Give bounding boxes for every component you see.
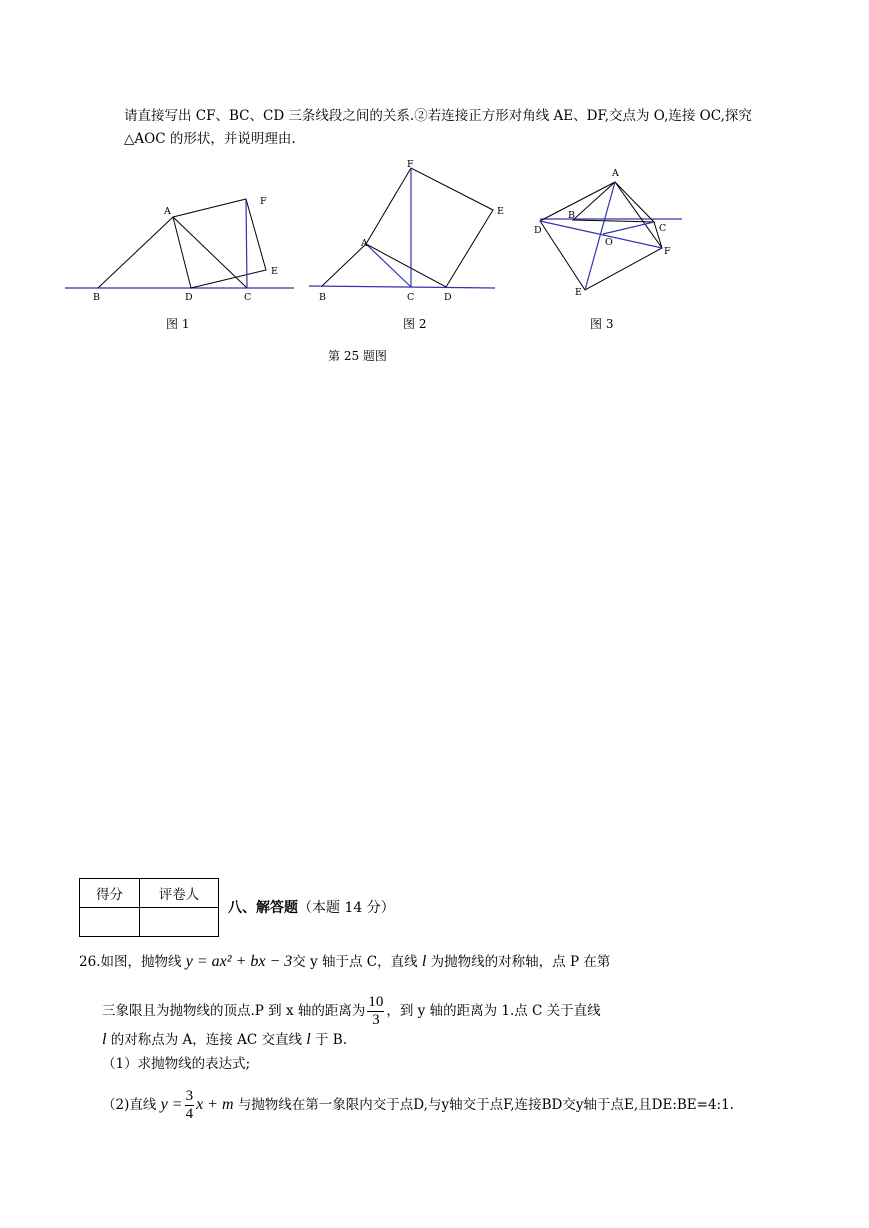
fraction-denominator: 3 [372,1012,380,1028]
fig1-label-d: D [185,292,193,303]
score-cell [80,908,140,937]
section-note: （本题 14 分） [298,900,395,916]
grader-cell [140,908,219,937]
p1-end: 为抛物线的对称轴，点 P 在第 [430,954,611,970]
slope-denominator: 4 [185,1106,194,1122]
q2-before: （2)直线 [102,1097,157,1113]
score-table [79,878,219,937]
fig1-label-e: E [271,266,278,277]
line-l-symbol: l [421,953,427,970]
figure-1-caption: 图 1 [166,317,190,331]
figure-1-diagram [60,190,300,310]
p2-after: ，到 y 轴的距离为 1.点 C 关于直线 [386,1003,601,1019]
grader-label: 评卷人 [140,879,219,908]
fig3-diagonal-df [540,221,662,248]
parabola-equation: y = ax² + bx − 3 [185,953,293,970]
p1-after: 交 y 轴于点 C，直线 [292,954,418,970]
p3-after-l: 的对称点为 A，连接 AC 交直线 [110,1032,302,1048]
q2-after: 与抛物线在第一象限内交于点D,与y轴交于点F,连接BD交y轴于点E,且DE:BE=4:1. [237,1097,734,1113]
figure-3-caption: 图 3 [590,317,614,331]
fig2-baseline [309,286,495,288]
fig1-segment-ac [173,217,247,288]
intro-line-1: 请直接写出 CF、BC、CD 三条线段之间的关系.②若连接正方形对角线 AE、DF,交点为 O,连接 OC,探究 [124,108,752,124]
fig2-label-f: F [407,159,414,170]
problem-26-line-1 [79,952,610,972]
slope-fraction [185,1088,195,1123]
fig3-label-d: D [534,225,542,236]
fig3-square [540,182,662,290]
question-1: （1）求抛物线的表达式; [102,1056,251,1072]
fig1-label-b: B [93,292,100,303]
fig1-label-c: C [244,292,252,303]
p2-before: 三象限且为抛物线的顶点.P 到 x 轴的距离为 [102,1003,366,1019]
figure-3-diagram [530,165,690,305]
fig3-label-b: B [568,210,575,221]
fig1-segment-ba [98,217,173,288]
fig2-segment-ac [366,244,411,287]
problem-26-line-3 [102,1030,347,1050]
p1-before: 如图，抛物线 [100,954,182,970]
fig2-label-d: D [444,292,452,303]
figure-group-caption: 第 25 题图 [328,349,387,363]
figure-2-caption: 图 2 [403,317,427,331]
fig2-square [366,168,493,287]
fig2-label-a: A [361,238,368,249]
q2-equation-right: x + m [196,1096,234,1113]
fig2-label-e: E [497,206,504,217]
fig1-square [173,199,266,288]
problem-number: 26. [79,954,101,970]
fig3-label-e: E [575,287,582,298]
fig3-label-c: C [659,223,667,234]
problem-26-line-2 [102,994,601,1029]
line-l-symbol-3: l [306,1031,311,1048]
fig1-label-f: F [260,196,267,207]
fig2-label-c: C [407,292,415,303]
fig3-segment-oc [603,222,654,234]
question-2 [102,1088,734,1123]
score-label: 得分 [80,879,140,908]
section-heading [228,897,395,917]
p3-end: 于 B. [315,1032,348,1048]
section-title: 八、解答题 [228,900,298,916]
fig2-label-b: B [319,292,326,303]
fig3-label-o: O [605,237,613,248]
fig2-segment-ba [322,244,366,286]
figure-2-diagram [305,158,505,308]
intro-line-2: △AOC 的形状，并说明理由. [124,131,296,147]
line-l-symbol-2: l [102,1031,107,1048]
fig1-label-a: A [164,206,171,217]
fig3-label-f: F [664,246,671,257]
slope-numerator: 3 [185,1088,194,1104]
fig3-label-a: A [612,168,619,179]
q2-equation-left: y = [160,1096,183,1113]
fraction-numerator: 10 [368,994,384,1010]
distance-fraction [367,994,384,1029]
